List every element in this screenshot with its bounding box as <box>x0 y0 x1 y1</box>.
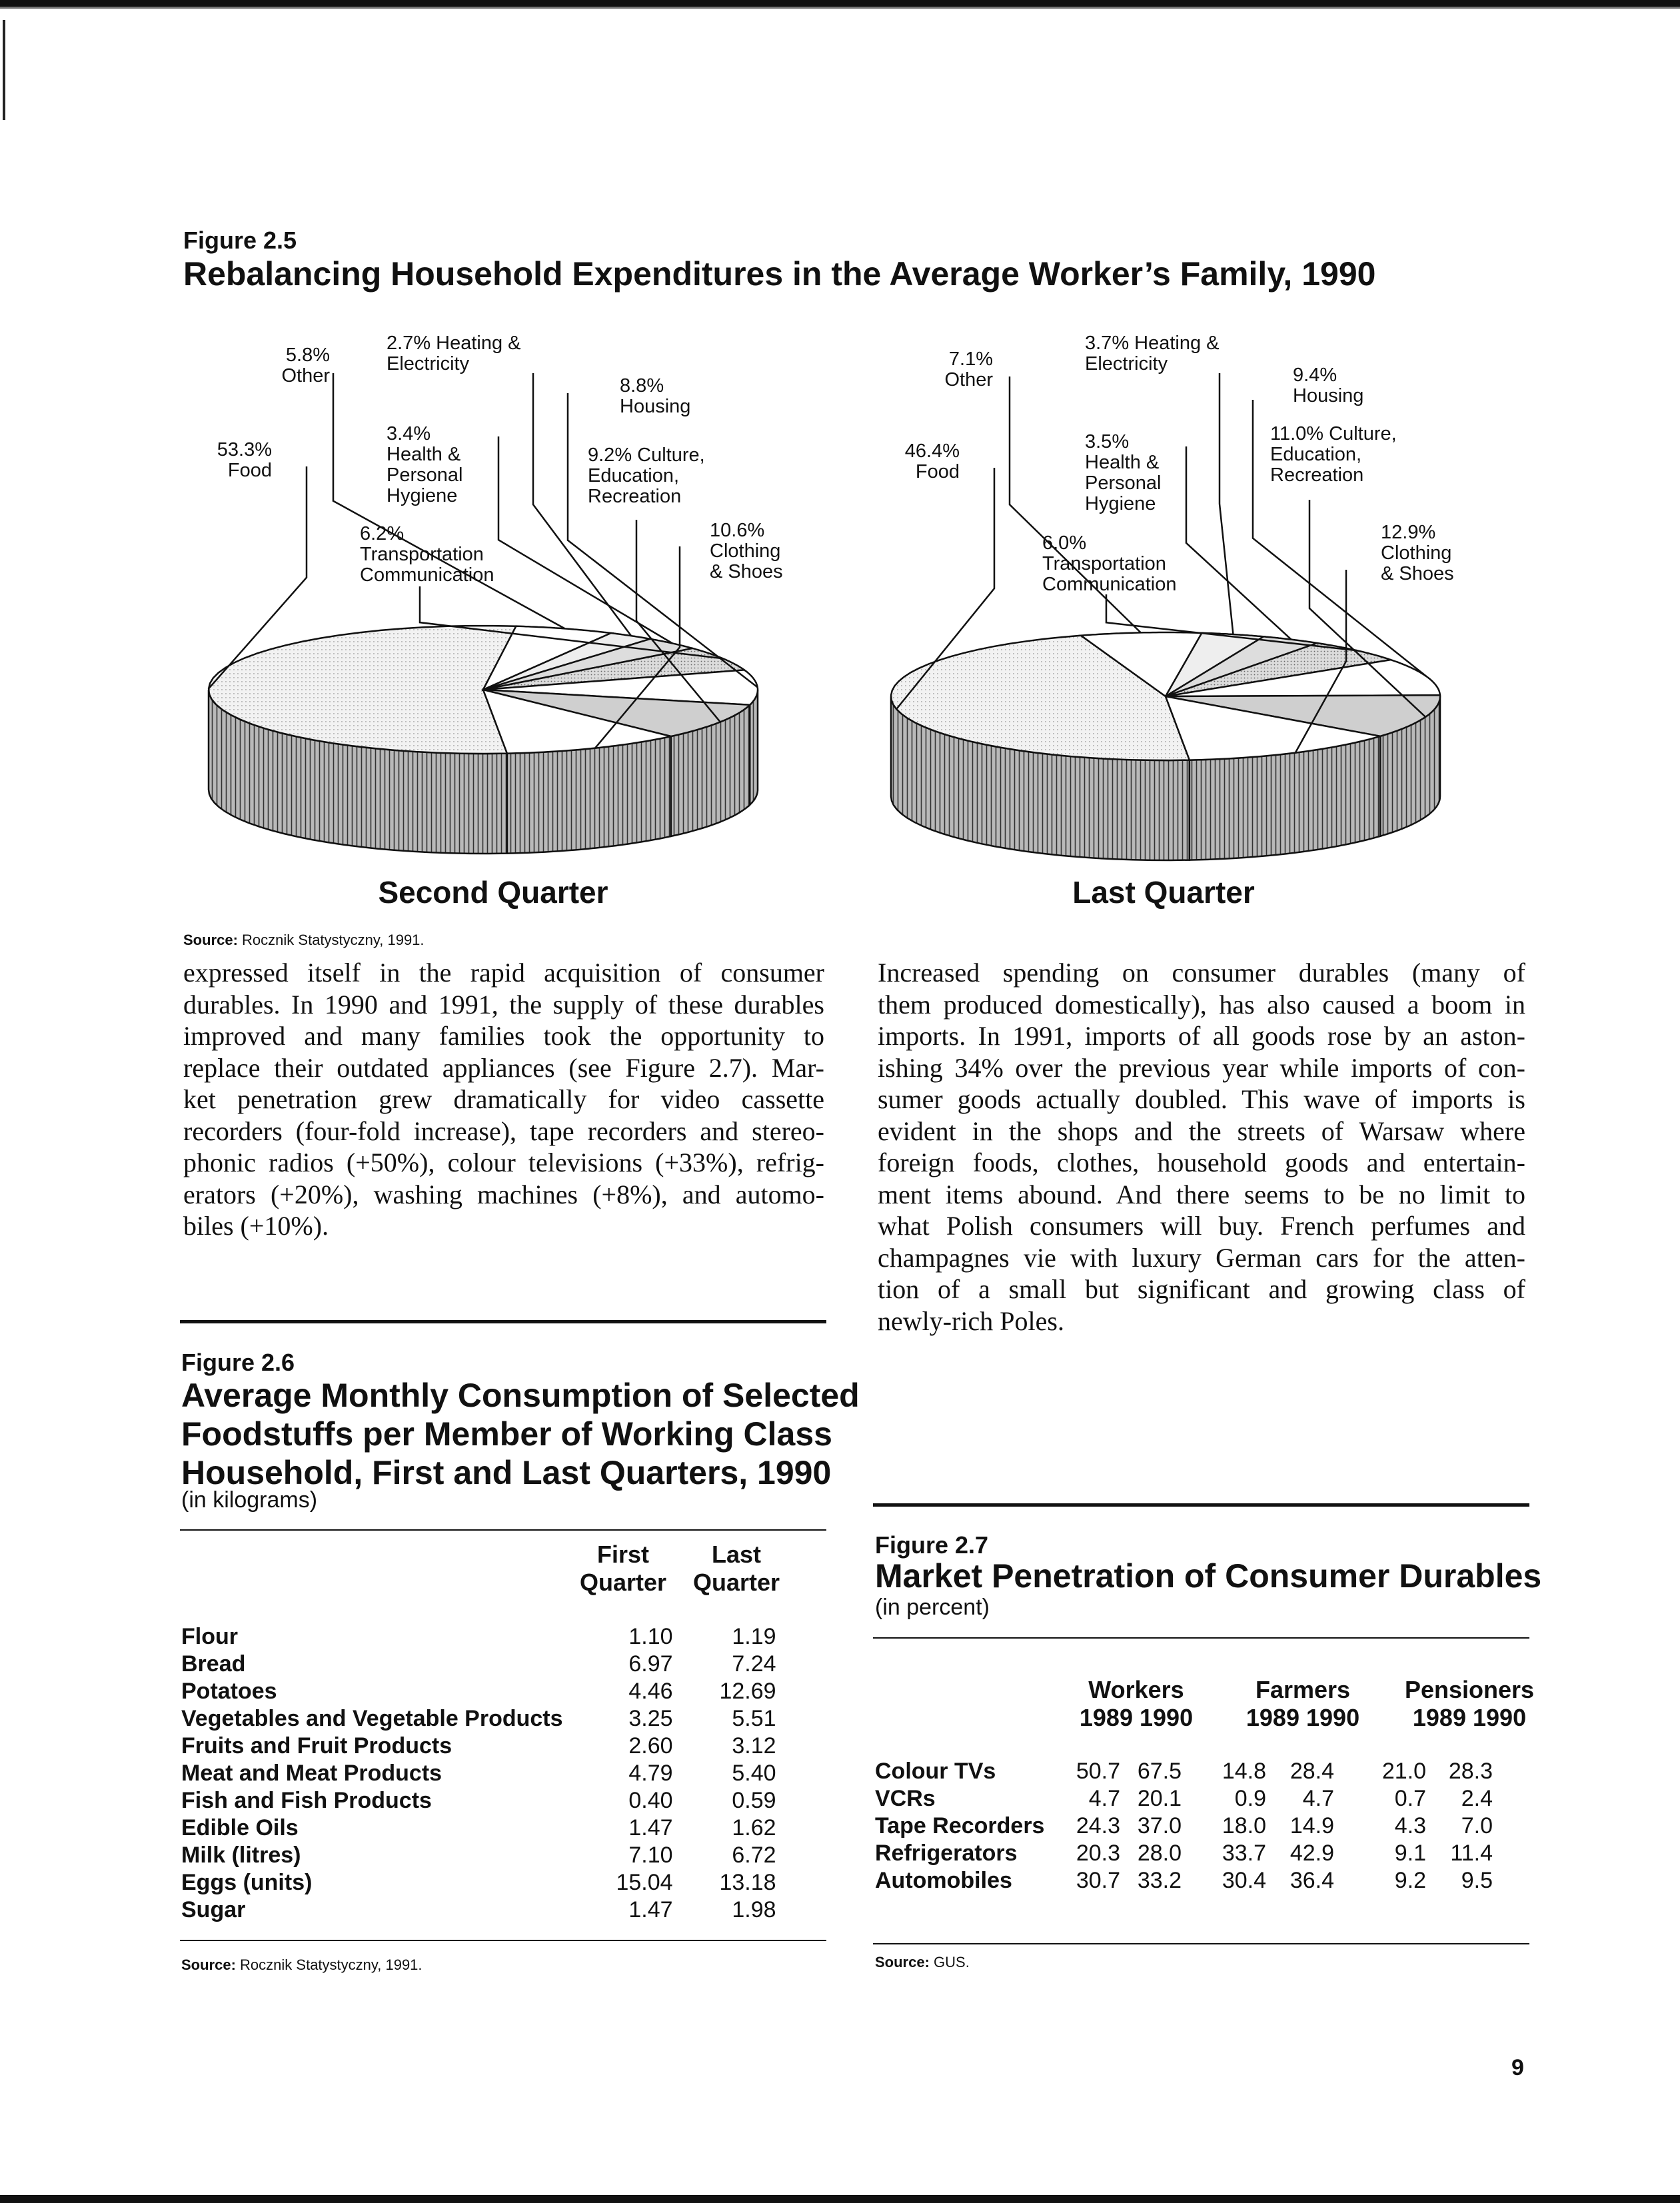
pie-slice-label: 8.8% Housing <box>620 375 691 417</box>
figure-2-7-subtitle: (in percent) <box>875 1595 990 1620</box>
row-last-quarter: 13.18 <box>719 1870 776 1895</box>
body-left-line: ket penetration grew dramatically for video cassette <box>183 1084 824 1114</box>
body-right-line: imports. In 1991, imports of all goods rose by an aston- <box>878 1021 1525 1051</box>
body-right-line: evident in the shops and the streets of Warsaw where <box>878 1115 1525 1146</box>
row-item: Potatoes <box>181 1679 277 1704</box>
table-row <box>181 1896 776 1924</box>
pie-slice-label: 6.2% Transportation Communication <box>360 523 494 586</box>
figure-2-7-top-rule <box>873 1503 1529 1507</box>
row-item: Milk (litres) <box>181 1842 301 1868</box>
row-value: 30.7 <box>1076 1868 1120 1893</box>
pie-slice-label: 9.4% Housing <box>1293 365 1364 406</box>
figure-2-6-bottom-rule <box>180 1940 826 1941</box>
group-label: Farmers <box>1255 1676 1351 1703</box>
table-row <box>181 1651 776 1678</box>
scan-mark-left <box>3 20 5 120</box>
table-row <box>181 1869 776 1896</box>
figure-2-6-title-line-2: Foodstuffs per Member of Working Class <box>181 1415 832 1453</box>
body-left-line: replace their outdated appliances (see Figure 2.7). Mar- <box>183 1052 824 1083</box>
row-first-quarter: 4.79 <box>628 1761 673 1786</box>
group-label: Workers <box>1088 1676 1184 1703</box>
table-row <box>181 1815 776 1842</box>
pie-slice-label: 3.5% Health & Personal Hygiene <box>1085 431 1162 514</box>
table-row <box>181 1842 776 1869</box>
row-item: Automobiles <box>875 1868 1012 1893</box>
pie-slice-side <box>750 690 758 805</box>
row-last-quarter: 12.69 <box>719 1679 776 1704</box>
row-item: Tape Recorders <box>875 1813 1045 1838</box>
body-text-right-column <box>878 957 1525 1337</box>
pie-leader-line <box>1220 373 1234 634</box>
body-right-line: what Polish consumers will buy. French perfumes and <box>878 1211 1525 1241</box>
row-item: Colour TVs <box>875 1759 996 1784</box>
col-last-line2: Quarter <box>692 1569 780 1596</box>
pie-caption-last-quarter: Last Quarter <box>1072 875 1255 910</box>
table-row <box>875 1840 1493 1867</box>
body-left-line: expressed itself in the rapid acquisition of consumer <box>183 958 824 988</box>
row-value: 33.7 <box>1222 1840 1266 1866</box>
body-right-line: newly-rich Poles. <box>878 1305 1064 1336</box>
table-row <box>181 1705 776 1733</box>
row-value: 9.5 <box>1461 1868 1493 1893</box>
row-value: 7.0 <box>1461 1813 1493 1838</box>
row-last-quarter: 5.51 <box>732 1706 776 1731</box>
scan-border-top-shadow <box>0 7 1680 9</box>
figure-2-6-subtitle: (in kilograms) <box>181 1487 318 1513</box>
figure-2-7-bottom-rule <box>873 1943 1529 1944</box>
row-last-quarter: 1.62 <box>732 1815 776 1840</box>
figure-2-6-title <box>181 1376 860 1492</box>
table-row <box>181 1678 776 1705</box>
row-first-quarter: 3.25 <box>628 1706 673 1731</box>
row-value: 30.4 <box>1222 1868 1266 1893</box>
row-item: Vegetables and Vegetable Products <box>181 1706 563 1731</box>
pie-slice-label: 7.1% Other <box>944 349 993 390</box>
row-value: 24.3 <box>1076 1813 1120 1838</box>
figure-2-6-source <box>181 1956 422 1974</box>
row-value: 4.7 <box>1302 1786 1334 1811</box>
table-row <box>181 1787 776 1815</box>
pie-caption-second-quarter: Second Quarter <box>378 875 608 910</box>
pie-slice-side <box>507 736 671 854</box>
row-value: 28.4 <box>1289 1759 1334 1784</box>
source-text: Rocznik Statystyczny, 1991. <box>240 1956 422 1973</box>
body-right-line: ment items abound. And there seems to be no limit to <box>878 1179 1525 1209</box>
col-first-line1: First <box>596 1541 649 1568</box>
figure-2-5-source <box>183 932 424 949</box>
row-value: 0.9 <box>1234 1786 1266 1811</box>
row-first-quarter: 1.47 <box>628 1897 673 1922</box>
figure-2-6-title-line-3: Household, First and Last Quarters, 1990 <box>181 1454 832 1491</box>
row-item: Bread <box>181 1651 246 1677</box>
table-row <box>875 1758 1493 1785</box>
group-years: 1989 1990 <box>1246 1704 1360 1731</box>
group-years: 1989 1990 <box>1412 1704 1527 1731</box>
row-value: 21.0 <box>1381 1759 1426 1784</box>
row-value: 2.4 <box>1461 1786 1493 1811</box>
figure-2-7-group-workers <box>1053 1676 1220 1732</box>
pie-slice-label: 10.6% Clothing & Shoes <box>710 520 783 582</box>
row-item: Sugar <box>181 1897 246 1922</box>
table-row <box>875 1785 1493 1813</box>
scan-border-top <box>0 0 1680 7</box>
figure-2-5-pie-charts <box>0 320 1680 920</box>
row-value: 28.0 <box>1137 1840 1182 1866</box>
body-left-line: phonic radios (+50%), colour televisions (+33%), refrig- <box>183 1147 824 1177</box>
row-value: 67.5 <box>1137 1759 1182 1784</box>
row-value: 50.7 <box>1076 1759 1120 1784</box>
figure-2-6-top-rule <box>180 1320 826 1323</box>
source-text: GUS. <box>934 1954 970 1970</box>
row-last-quarter: 7.24 <box>732 1651 776 1677</box>
source-label: Source: <box>181 1956 236 1973</box>
body-right-line: tion of a small but significant and growing class of <box>878 1274 1525 1304</box>
body-right-line: them produced domestically), has also caused a boom in <box>878 989 1525 1020</box>
pie-slice-label: 9.2% Culture, Education, Recreation <box>588 444 705 507</box>
row-last-quarter: 3.12 <box>732 1733 776 1759</box>
row-first-quarter: 2.60 <box>628 1733 673 1759</box>
row-item: Refrigerators <box>875 1840 1018 1866</box>
pie-slice-label: 46.4% Food <box>904 440 960 482</box>
row-value: 9.1 <box>1394 1840 1426 1866</box>
row-value: 18.0 <box>1222 1813 1266 1838</box>
source-label: Source: <box>183 932 238 948</box>
row-item: Fruits and Fruit Products <box>181 1733 452 1759</box>
pie-slice-label: 11.0% Culture, Education, Recreation <box>1270 423 1397 486</box>
row-last-quarter: 1.98 <box>732 1897 776 1922</box>
row-value: 42.9 <box>1289 1840 1334 1866</box>
row-last-quarter: 5.40 <box>732 1761 776 1786</box>
pie-slice-label: 12.9% Clothing & Shoes <box>1381 522 1454 584</box>
figure-2-6-col-first-quarter <box>570 1541 676 1597</box>
pie-slice-label: 3.7% Heating & Electricity <box>1085 333 1220 374</box>
row-item: Edible Oils <box>181 1815 299 1840</box>
figure-2-6-col-last-quarter <box>683 1541 790 1597</box>
row-value: 37.0 <box>1137 1813 1182 1838</box>
body-right-line: ishing 34% over the previous year while imports of con- <box>878 1052 1525 1083</box>
row-value: 28.3 <box>1448 1759 1493 1784</box>
body-right-line: foreign foods, clothes, household goods and entertain- <box>878 1147 1525 1177</box>
body-text-left-column <box>183 957 824 1242</box>
source-label: Source: <box>875 1954 930 1970</box>
figure-2-5-title: Rebalancing Household Expenditures in the Average Worker’s Family, 1990 <box>183 255 1376 293</box>
figure-2-7-number: Figure 2.7 <box>875 1531 989 1559</box>
pie-slice-label: 5.8% Other <box>281 345 330 386</box>
row-first-quarter: 7.10 <box>628 1842 673 1868</box>
row-value: 4.3 <box>1394 1813 1426 1838</box>
row-item: Meat and Meat Products <box>181 1761 442 1786</box>
row-value: 0.7 <box>1394 1786 1426 1811</box>
row-value: 20.3 <box>1076 1840 1120 1866</box>
body-left-line: durables. In 1990 and 1991, the supply of these durables <box>183 989 824 1020</box>
row-value: 20.1 <box>1137 1786 1182 1811</box>
figure-2-6-title-line-1: Average Monthly Consumption of Selected <box>181 1377 860 1414</box>
row-value: 11.4 <box>1450 1840 1493 1866</box>
body-left-line: improved and many families took the opportunity to <box>183 1021 824 1051</box>
row-last-quarter: 6.72 <box>732 1842 776 1868</box>
table-row <box>875 1813 1493 1840</box>
table-row <box>181 1760 776 1787</box>
row-first-quarter: 6.97 <box>628 1651 673 1677</box>
figure-2-6-number: Figure 2.6 <box>181 1349 295 1376</box>
figure-2-6-header-rule <box>180 1529 826 1531</box>
group-years: 1989 1990 <box>1079 1704 1194 1731</box>
row-last-quarter: 1.19 <box>732 1624 776 1649</box>
figure-2-7-group-pensioners <box>1386 1676 1553 1732</box>
row-first-quarter: 4.46 <box>628 1679 673 1704</box>
figure-2-7-header-rule <box>873 1637 1529 1639</box>
source-text: Rocznik Statystyczny, 1991. <box>242 932 424 948</box>
scan-border-bottom <box>0 2195 1680 2203</box>
row-first-quarter: 0.40 <box>628 1788 673 1813</box>
body-right-line: Increased spending on consumer durables (many of <box>878 958 1525 988</box>
table-row <box>181 1733 776 1760</box>
row-value: 36.4 <box>1289 1868 1334 1893</box>
pie-slice-label: 53.3% Food <box>217 439 272 481</box>
row-value: 4.7 <box>1088 1786 1120 1811</box>
col-first-line2: Quarter <box>579 1569 667 1596</box>
row-item: Flour <box>181 1624 238 1649</box>
figure-2-6-table <box>181 1623 776 1924</box>
row-value: 14.8 <box>1222 1759 1266 1784</box>
body-right-line: champagnes vie with luxury German cars for the atten- <box>878 1242 1525 1273</box>
row-value: 14.9 <box>1289 1813 1334 1838</box>
row-first-quarter: 1.10 <box>628 1624 673 1649</box>
row-item: Fish and Fish Products <box>181 1788 432 1813</box>
pie-slice-label: 6.0% Transportation Communication <box>1042 532 1177 595</box>
figure-2-7-table <box>875 1758 1493 1894</box>
figure-2-7-title: Market Penetration of Consumer Durables <box>875 1557 1542 1595</box>
figure-2-7-source <box>875 1954 970 1971</box>
figure-2-5-number: Figure 2.5 <box>183 227 297 254</box>
row-item: Eggs (units) <box>181 1870 313 1895</box>
figure-2-7-group-farmers <box>1220 1676 1386 1732</box>
pie-slice-label: 3.4% Health & Personal Hygiene <box>387 423 463 506</box>
row-first-quarter: 1.47 <box>628 1815 673 1840</box>
row-value: 33.2 <box>1137 1868 1182 1893</box>
group-label: Pensioners <box>1404 1676 1535 1703</box>
pie-slice-label: 2.7% Heating & Electricity <box>387 333 521 374</box>
row-item: VCRs <box>875 1786 936 1811</box>
col-last-line1: Last <box>711 1541 762 1568</box>
row-value: 9.2 <box>1394 1868 1426 1893</box>
row-last-quarter: 0.59 <box>732 1788 776 1813</box>
body-left-line: erators (+20%), washing machines (+8%), and automo- <box>183 1179 824 1209</box>
body-right-line: sumer goods actually doubled. This wave of imports is <box>878 1084 1525 1114</box>
body-left-line: biles (+10%). <box>183 1211 329 1241</box>
page-number: 9 <box>1511 2055 1524 2080</box>
table-row <box>181 1623 776 1651</box>
body-left-line: recorders (four-fold increase), tape recorders and stereo- <box>183 1115 824 1146</box>
table-row <box>875 1867 1493 1894</box>
row-first-quarter: 15.04 <box>616 1870 673 1895</box>
